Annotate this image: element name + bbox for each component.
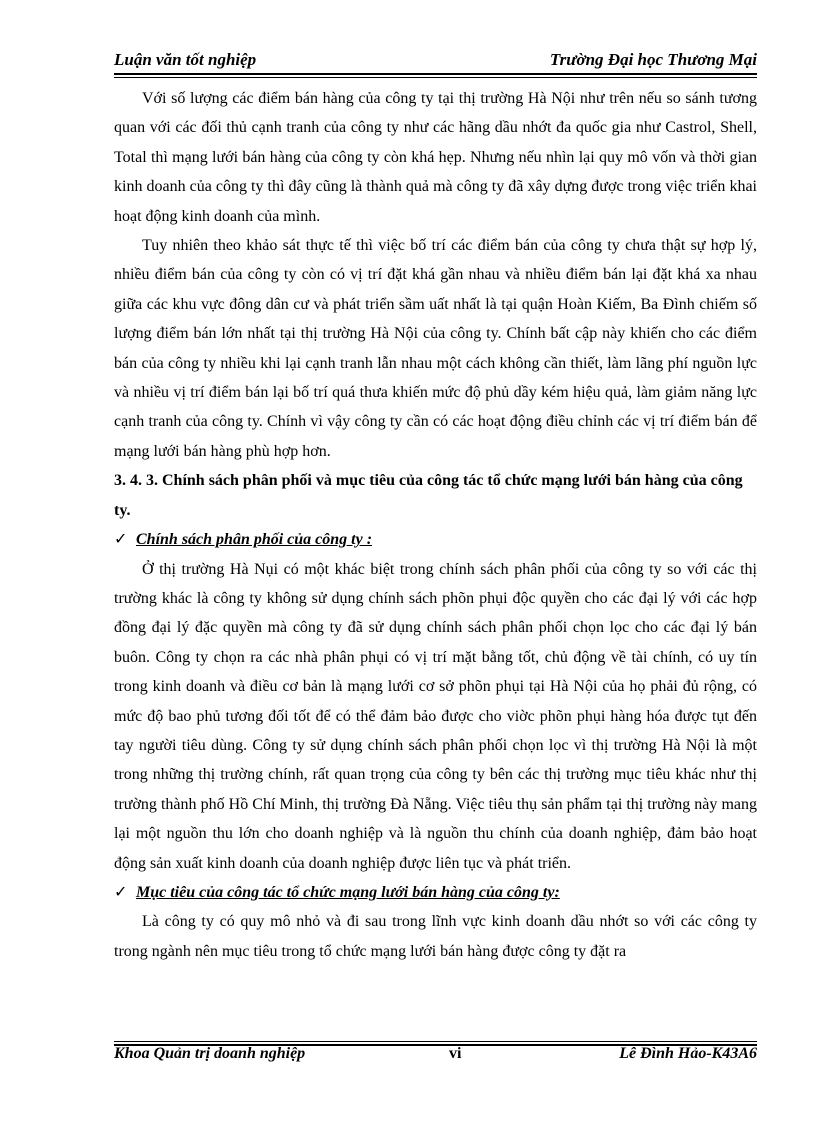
- bullet-distribution-policy: [114, 525, 757, 554]
- section-heading: 3. 4. 3. Chính sách phân phối và mục tiêu của công tác tổ chức mạng lưới bán hàng của công ty.: [114, 472, 743, 519]
- checkmark-icon: ✓: [114, 531, 128, 549]
- paragraph-1: Với số lượng các điểm bán hàng của công ty tại thị trường Hà Nội như trên nếu so sánh tương quan với các đối thủ cạnh tranh của công ty như các hãng dầu nhớt đa quốc gia như Castrol, Shell, Total thì mạng lưới bán hàng của công ty còn khá hẹp. Nhưng nếu nhìn lại quy mô vốn và thời gian kinh doanh của công ty thì đây cũng là thành quả mà công ty đã xây dựng được trong việc triển khai hoạt động kinh doanh của mình.: [114, 90, 757, 225]
- header-divider: [114, 73, 757, 75]
- footer-divider-thin: [114, 1041, 757, 1042]
- header-right-title: Trường Đại học Thương Mại: [549, 50, 757, 69]
- document-body: [114, 84, 757, 966]
- header-left-title: Luận văn tốt nghiệp: [114, 50, 257, 69]
- header-divider-thin: [114, 77, 757, 78]
- bullet-network-goals: [114, 878, 757, 907]
- bullet-label: Chính sách phân phối của công ty :: [136, 531, 373, 549]
- paragraph-4: Là công ty có quy mô nhỏ và đi sau trong lĩnh vực kinh doanh dầu nhớt so với các công ty trong ngành nên mục tiêu trong tổ chức mạng lưới bán hàng được công ty đặt ra: [114, 913, 757, 960]
- checkmark-icon: ✓: [114, 883, 128, 901]
- page-number: vi: [449, 1045, 462, 1062]
- page-footer: [114, 1045, 757, 1067]
- footer-author: Lê Đình Hảo-K43A6: [619, 1045, 757, 1062]
- bullet-label: Mục tiêu của công tác tổ chức mạng lưới bán hàng của công ty:: [136, 883, 560, 901]
- paragraph-2: Tuy nhiên theo khảo sát thực tế thì việc bố trí các điểm bán của công ty chưa thật sự hợp lý, nhiều điểm bán của công ty còn có vị trí đặt khá gần nhau và nhiều điểm bán lại đặt khá xa nhau giữa các khu vực đông dân cư và phát triển sầm uất nhất là tại quận Hoàn Kiếm, Ba Đình chiếm số lượng điểm bán lớn nhất tại thị trường Hà Nội của công ty. Chính bất cập này khiến cho các điểm bán của công ty nhiều khi lại cạnh tranh lẫn nhau một cách không cần thiết, làm lãng phí nguồn lực và nhiều vị trí điểm bán lại bố trí quá thưa khiến mức độ phủ dầy kém hiệu quả, làm giảm năng lực cạnh tranh của công ty. Chính vì vậy công ty cần có các hoạt động điều chỉnh các vị trí điểm bán để mạng lưới bán hàng phù hợp hơn.: [114, 237, 757, 460]
- page-header: [114, 50, 757, 72]
- paragraph-3: Ở thị trường Hà Nụi có một khác biệt trong chính sách phân phối của công ty so với các thị trường khác là công ty không sử dụng chính sách phõn phụi độc quyền cho các đại lý với các hợp đồng đại lý đặc quyền mà công ty đã sử dụng chính sách phân phối chọn lọc cho các đại lý bán buôn. Công ty chọn ra các nhà phân phụi có vị trí mặt bằng tốt, chủ động về tài chính, có uy tín trong kinh doanh và điều cơ bản là mạng lưới cơ sở phõn phụi tại Hà Nội của họ phải đủ rộng, có mức độ bao phủ tương đối tốt để có thể đảm bảo được cho viờc phõn phụi hàng hóa được tụt đến tay người tiêu dùng. Công ty sử dụng chính sách phân phối chọn lọc vì thị trường Hà Nội là một trong những thị trường chính, rất quan trọng của công ty bên các thị trường mục tiêu khác như thị trường thành phố Hồ Chí Minh, thị trường Đà Nẵng. Việc tiêu thụ sản phẩm tại thị trường này mang lại một nguồn thu lớn cho doanh nghiệp và là nguồn thu chính của doanh nghiệp, đảm bảo hoạt động sản xuất kinh doanh của doanh nghiệp được liên tục và phát triển.: [114, 560, 757, 872]
- footer-department: Khoa Quản trị doanh nghiệp: [114, 1045, 306, 1062]
